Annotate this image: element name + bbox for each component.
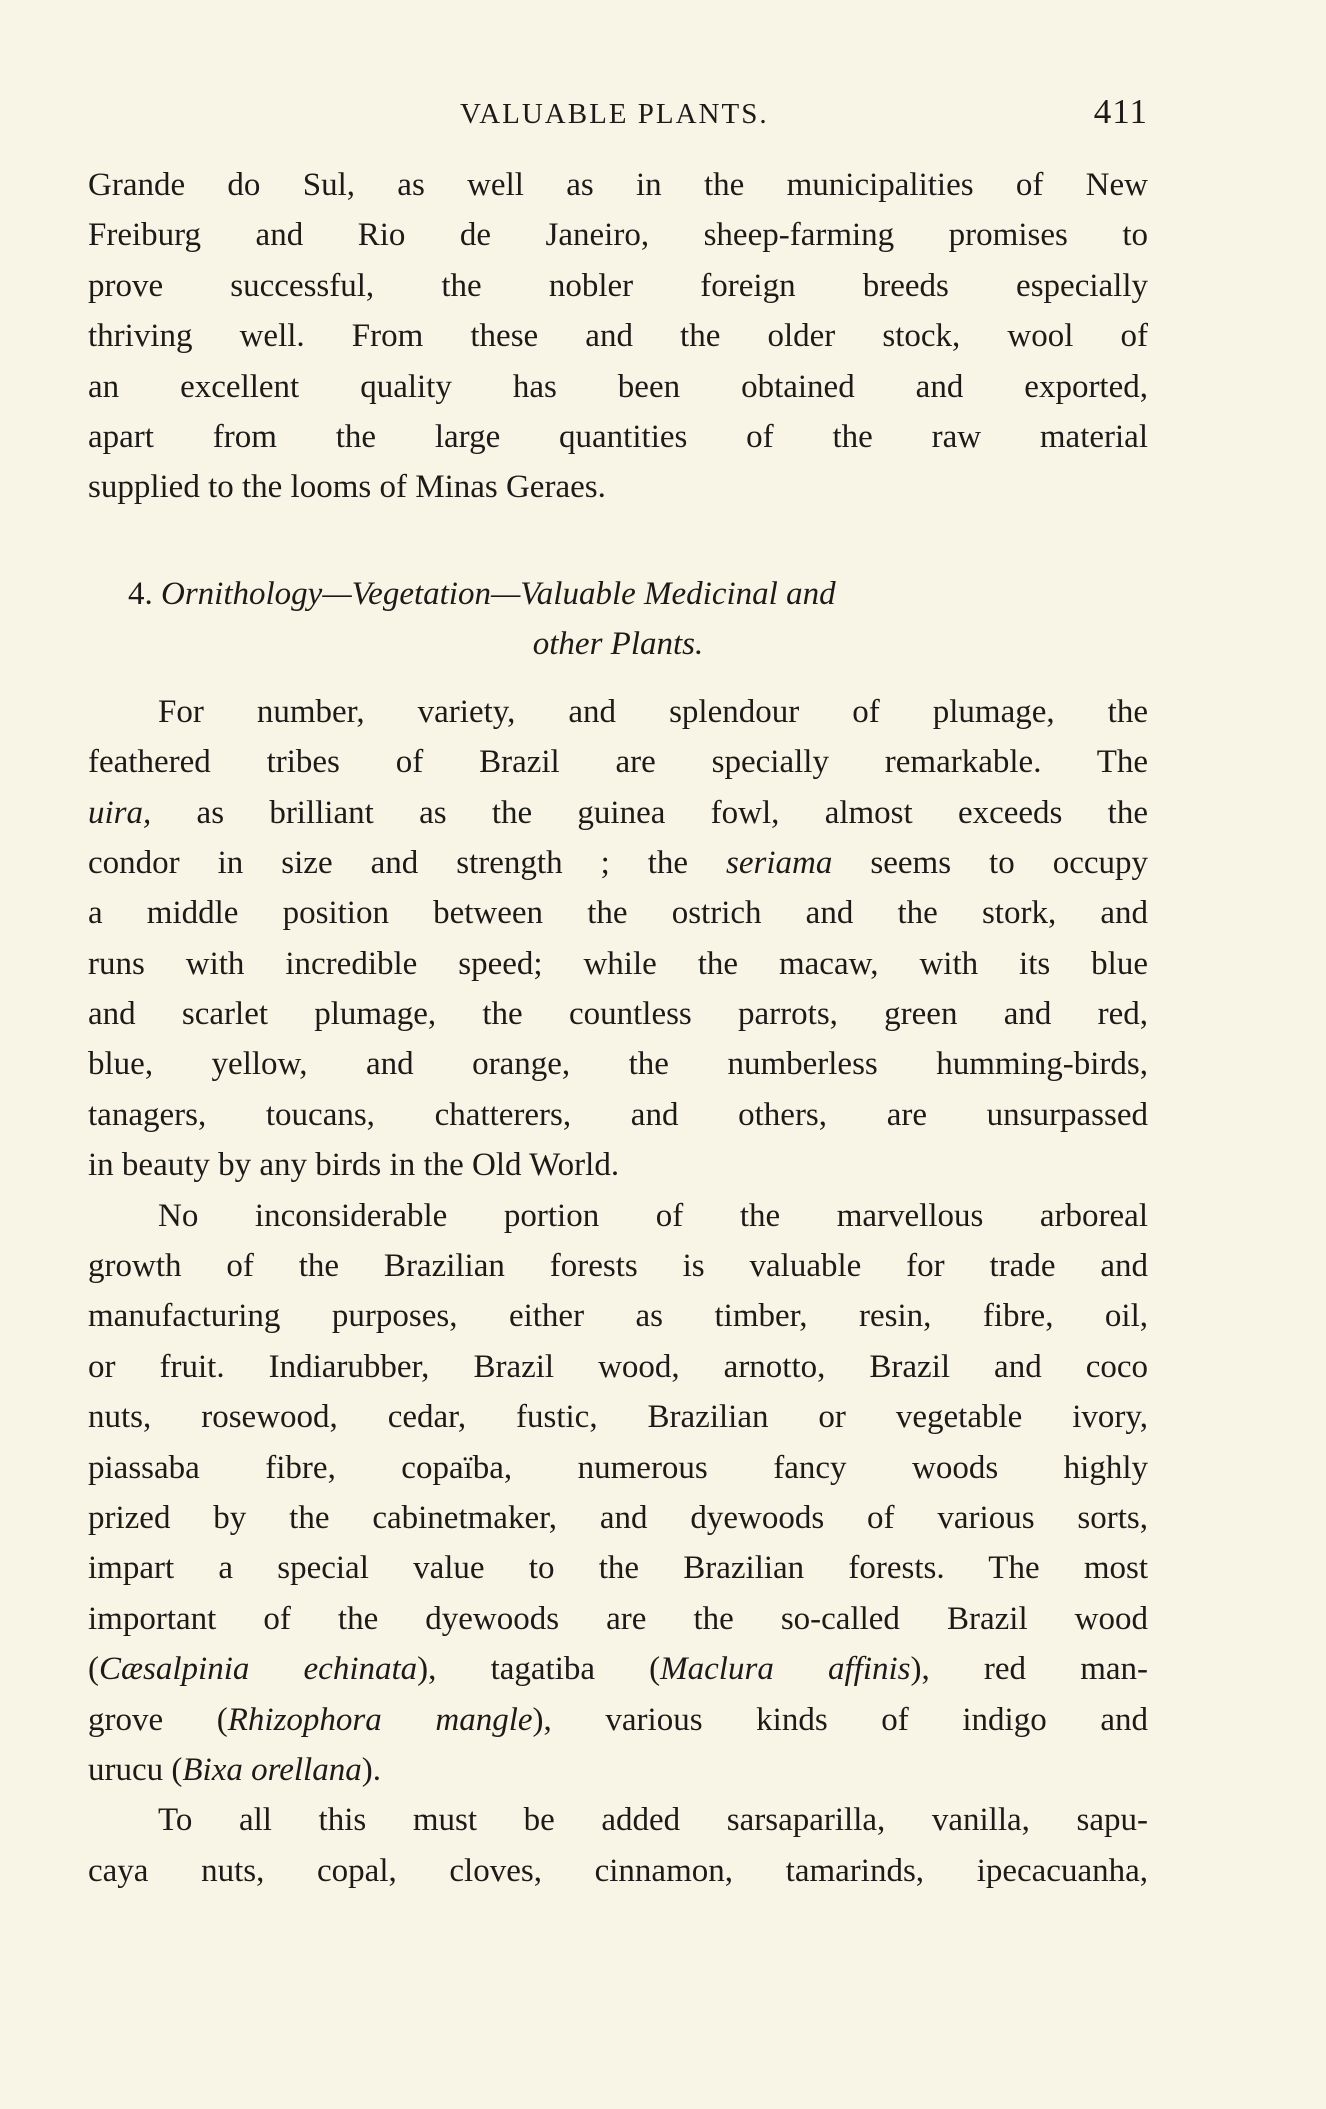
text-line <box>88 788 1148 838</box>
page-number: 411 <box>1093 92 1148 131</box>
text-line: apart from the large quantities of the raw material <box>88 418 1148 455</box>
text-line: manufacturing purposes, either as timber, resin, fibre, oil, <box>88 1298 1148 1335</box>
text-span: ). <box>361 1751 381 1788</box>
text-line: or fruit. Indiarubber, Brazil wood, arnotto, Brazil and coco <box>88 1348 1148 1385</box>
paragraph-additions <box>88 1795 1148 1896</box>
section-heading <box>88 569 1148 669</box>
italic-term: Maclura affinis <box>660 1651 911 1688</box>
text-line: runs with incredible speed; while the macaw, with its blue <box>88 945 1148 982</box>
text-line: impart a special value to the Brazilian forests. The most <box>88 1550 1148 1587</box>
section-heading-line-2 <box>88 619 1148 669</box>
text-span: seems to occupy <box>832 844 1148 881</box>
italic-term: seriama <box>726 844 833 881</box>
text-line: blue, yellow, and orange, the numberless humming-birds, <box>88 1046 1148 1083</box>
text-line <box>88 1644 1148 1694</box>
text-line: nuts, rosewood, cedar, fustic, Brazilian or vegetable ivory, <box>88 1399 1148 1436</box>
text-span: as brilliant as the guinea fowl, almost exceeds the <box>151 794 1148 831</box>
text-line: For number, variety, and splendour of plumage, the <box>158 693 1148 730</box>
text-line: in beauty by any birds in the Old World. <box>88 1147 620 1184</box>
text-line <box>88 838 1148 888</box>
text-line: piassaba fibre, copaïba, numerous fancy woods highly <box>88 1449 1148 1486</box>
paragraph-birds <box>88 687 1148 1191</box>
text-line: prized by the cabinetmaker, and dyewoods of various sorts, <box>88 1499 1148 1536</box>
text-line: Grande do Sul, as well as in the municipalities of New <box>88 167 1148 203</box>
text-line: supplied to the looms of Minas Geraes. <box>88 469 606 506</box>
italic-term: Bixa orellana <box>182 1751 362 1788</box>
text-line: No inconsiderable portion of the marvellous arboreal <box>158 1197 1148 1234</box>
text-line: feathered tribes of Brazil are specially remarkable. The <box>88 744 1148 781</box>
text-span: ), various kinds of indigo and <box>532 1701 1148 1738</box>
text-line: caya nuts, copal, cloves, cinnamon, tamarinds, ipecacuanha, <box>88 1852 1148 1889</box>
section-title-part-2: other Plants. <box>532 625 704 662</box>
text-line <box>88 1745 1148 1795</box>
section-heading-line-1 <box>88 569 1148 619</box>
section-title-part-1: Ornithology—Vegetation—Valuable Medicinal and <box>161 575 836 612</box>
running-title: VALUABLE PLANTS. <box>460 98 769 130</box>
text-span: urucu ( <box>88 1751 183 1788</box>
text-line <box>88 1695 1148 1745</box>
text-line: thriving well. From these and the older stock, wool of <box>88 318 1148 355</box>
text-span: grove ( <box>88 1701 228 1738</box>
text-line: To all this must be added sarsaparilla, vanilla, sapu- <box>158 1802 1148 1839</box>
book-page <box>88 90 1148 1896</box>
text-line: a middle position between the ostrich and the stork, and <box>88 895 1148 932</box>
paragraph-sheep-farming <box>88 160 1148 513</box>
text-line: Freiburg and Rio de Janeiro, sheep-farming promises to <box>88 217 1148 254</box>
italic-term: uira, <box>88 794 152 831</box>
text-span: ), tagatiba ( <box>417 1651 661 1688</box>
section-number: 4. <box>128 575 153 612</box>
text-line: tanagers, toucans, chatterers, and others, are unsurpassed <box>88 1096 1148 1133</box>
text-line: important of the dyewoods are the so-called Brazil wood <box>88 1600 1148 1637</box>
text-span: ), red man- <box>910 1651 1148 1688</box>
text-line: and scarlet plumage, the countless parrots, green and red, <box>88 996 1148 1033</box>
paragraph-forests <box>88 1191 1148 1796</box>
italic-term: Cæsalpinia echinata <box>99 1651 418 1688</box>
text-line: prove successful, the nobler foreign breeds especially <box>88 267 1148 304</box>
text-line: an excellent quality has been obtained and exported, <box>88 368 1148 405</box>
text-span: condor in size and strength ; the <box>88 844 727 881</box>
text-line: growth of the Brazilian forests is valuable for trade and <box>88 1248 1148 1285</box>
text-span: ( <box>88 1651 99 1688</box>
running-head <box>88 90 1148 140</box>
italic-term: Rhizophora mangle <box>227 1701 533 1738</box>
